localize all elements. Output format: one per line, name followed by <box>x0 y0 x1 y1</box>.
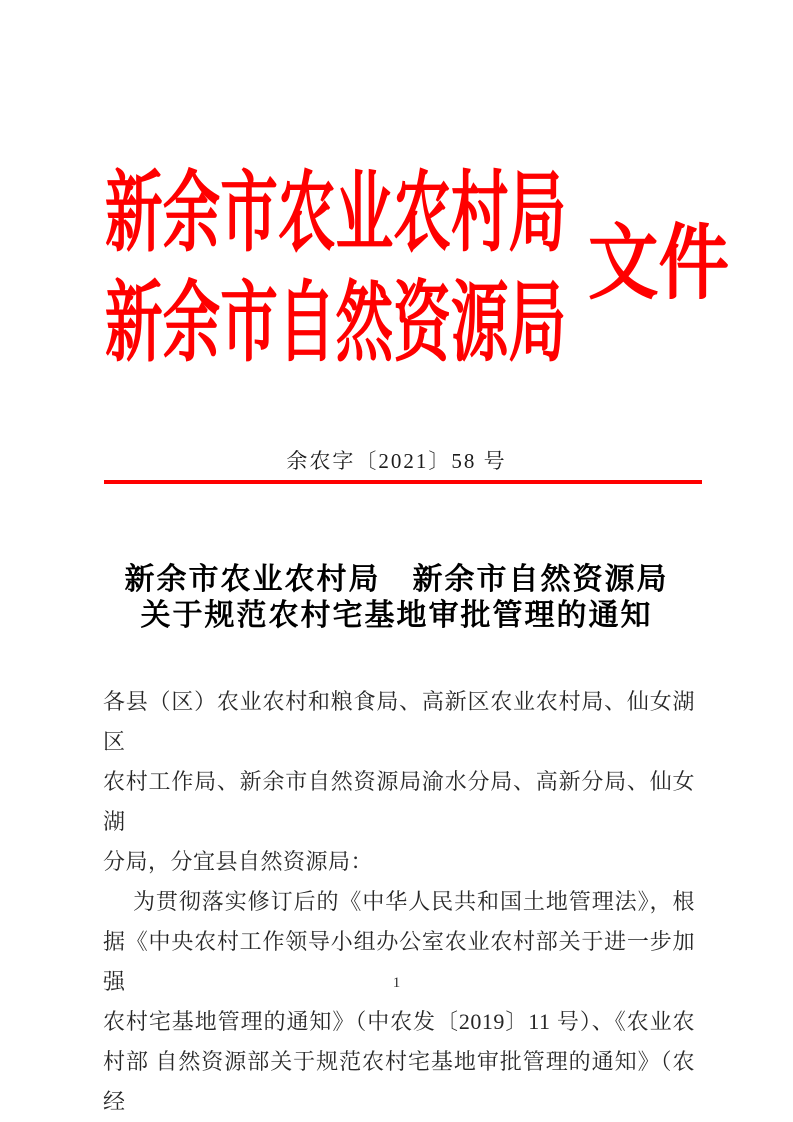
document-title <box>0 562 793 634</box>
document-body <box>103 682 695 1122</box>
paragraph-line: 为贯彻落实修订后的《中华人民共和国土地管理法》，根 <box>133 889 695 914</box>
paragraph-line: 村部 自然资源部关于规范农村宅基地审批管理的通知》（农经 <box>103 1049 695 1114</box>
letterhead-org-name-line2: 新余市自然资源局 <box>105 276 567 373</box>
document-reference-number: 余农字〔2021〕58 号 <box>286 449 507 473</box>
document-title-line1: 新余市农业农村局 新余市自然资源局 <box>124 563 669 596</box>
letterhead-org-name-line1: 新余市农业农村局 <box>105 166 567 263</box>
document-title-line2: 关于规范农村宅基地审批管理的通知 <box>140 599 653 632</box>
paragraph-line: 农村宅基地管理的通知》（中农发〔2019〕11 号）、《农业农 <box>103 1009 695 1034</box>
salutation-line: 分局，分宜县自然资源局： <box>103 849 374 874</box>
red-divider-line <box>104 480 702 484</box>
salutation-line: 农村工作局、新余市自然资源局渝水分局、高新分局、仙女湖 <box>103 769 695 834</box>
salutation-line: 各县（区）农业农村和粮食局、高新区农业农村局、仙女湖区 <box>103 689 695 754</box>
letterhead-document-type-label: 文件 <box>588 218 730 309</box>
page-number: 1 <box>392 975 401 991</box>
paragraph-line: 据《中央农村工作领导小组办公室农业农村部关于进一步加强 <box>103 929 695 994</box>
